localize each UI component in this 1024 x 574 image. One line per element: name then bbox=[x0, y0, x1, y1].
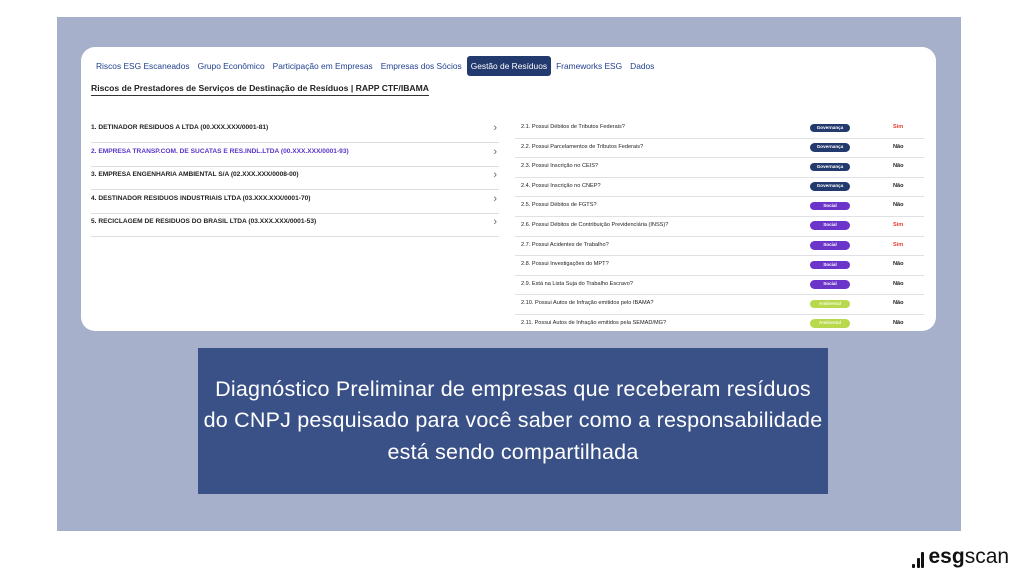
answer-value: Não bbox=[893, 202, 904, 209]
bars-icon bbox=[912, 546, 926, 568]
answer-value: Não bbox=[893, 163, 904, 170]
question-row bbox=[515, 158, 924, 178]
question-text: 2.1. Possui Débitos de Tributos Federais? bbox=[521, 124, 625, 130]
category-badge: Social bbox=[810, 202, 850, 211]
question-text: 2.5. Possui Débitos de FGTS? bbox=[521, 202, 597, 209]
company-list bbox=[91, 120, 499, 238]
category-badge: Social bbox=[810, 241, 850, 250]
question-list bbox=[515, 119, 924, 331]
company-item[interactable] bbox=[91, 214, 499, 237]
question-text: 2.11. Possui Autos de Infração emitidos pela SEMAD/MG? bbox=[521, 319, 667, 326]
category-badge: Governança bbox=[810, 182, 850, 191]
question-text: 2.4. Possui Inscrição no CNEP? bbox=[521, 182, 601, 189]
answer-value: Sim bbox=[893, 241, 904, 248]
tab-participacao-empresas[interactable]: Participação em Empresas bbox=[272, 61, 373, 71]
chevron-right-icon: › bbox=[493, 192, 497, 205]
chevron-right-icon: › bbox=[493, 216, 497, 228]
question-row bbox=[515, 178, 924, 198]
question-text: 2.7. Possui Acidentes de Trabalho? bbox=[521, 241, 609, 248]
question-row bbox=[515, 119, 924, 139]
dashboard-card bbox=[81, 47, 936, 331]
chevron-right-icon: › bbox=[493, 122, 497, 134]
tab-riscos-esg[interactable]: Riscos ESG Escaneados bbox=[96, 61, 190, 71]
company-label: 1. DETINADOR RESIDUOS A LTDA (00.XXX.XXX/0001-81) bbox=[91, 124, 269, 131]
chevron-right-icon: › bbox=[493, 169, 497, 181]
chevron-right-icon: › bbox=[493, 145, 497, 158]
answer-value: Não bbox=[893, 143, 904, 150]
category-badge: Ambiental bbox=[810, 319, 850, 328]
caption-text: Diagnóstico Preliminar de empresas que receberam resíduos do CNPJ pesquisado para você saber como a responsabilidade está sendo compartilhada bbox=[203, 376, 823, 464]
tab-bar bbox=[93, 56, 659, 76]
tab-empresas-socios[interactable]: Empresas dos Sócios bbox=[380, 61, 462, 71]
answer-value: Sim bbox=[893, 124, 904, 130]
answer-value: Não bbox=[893, 182, 904, 189]
question-row bbox=[515, 295, 924, 315]
question-text: 2.6. Possui Débitos de Contribuição Previdenciária (INSS)? bbox=[521, 221, 669, 228]
category-badge: Governança bbox=[810, 124, 850, 133]
tab-gestao-residuos[interactable]: Gestão de Resíduos bbox=[467, 56, 551, 76]
tab-grupo-economico[interactable]: Grupo Econômico bbox=[197, 61, 265, 71]
question-text: 2.9. Está na Lista Suja do Trabalho Escravo? bbox=[521, 280, 633, 287]
company-item[interactable] bbox=[91, 120, 499, 143]
category-badge: Ambiental bbox=[810, 300, 850, 309]
logo-text-bold: esg bbox=[928, 545, 965, 568]
question-row bbox=[515, 139, 924, 159]
category-badge: Social bbox=[810, 261, 850, 270]
answer-value: Não bbox=[893, 319, 904, 326]
question-row bbox=[515, 315, 924, 331]
caption-box bbox=[198, 348, 828, 494]
question-row bbox=[515, 256, 924, 276]
answer-value: Não bbox=[893, 280, 904, 287]
answer-value: Sim bbox=[893, 221, 904, 228]
category-badge: Governança bbox=[810, 143, 850, 152]
company-item-selected[interactable] bbox=[91, 144, 499, 167]
esgscan-logo bbox=[912, 542, 1009, 572]
tab-frameworks-esg[interactable]: Frameworks ESG bbox=[556, 61, 623, 71]
company-item[interactable] bbox=[91, 191, 499, 214]
question-text: 2.3. Possui Inscrição no CEIS? bbox=[521, 163, 599, 170]
question-row bbox=[515, 197, 924, 217]
question-row bbox=[515, 237, 924, 257]
company-item[interactable] bbox=[91, 167, 499, 190]
question-text: 2.10. Possui Autos de Infração emitidos pelo IBAMA? bbox=[521, 300, 654, 307]
category-badge: Social bbox=[810, 280, 850, 289]
logo-text-light: scan bbox=[964, 545, 1010, 568]
question-text: 2.2. Possui Parcelamentos de Tributos Federais? bbox=[521, 143, 644, 150]
question-row bbox=[515, 276, 924, 296]
answer-value: Não bbox=[893, 300, 904, 307]
company-label: 3. EMPRESA ENGENHARIA AMBIENTAL S/A (02.XXX.XXX/0008-00) bbox=[91, 171, 299, 178]
company-label: 2. EMPRESA TRANSP.COM. DE SUCATAS E RES.INDL.LTDA (00.XXX.XXX/0001-93) bbox=[91, 147, 349, 155]
category-badge: Social bbox=[810, 221, 850, 230]
company-label: 5. RECICLAGEM DE RESIDUOS DO BRASIL LTDA (03.XXX.XXX/0001-53) bbox=[91, 218, 317, 225]
answer-value: Não bbox=[893, 261, 904, 268]
question-row bbox=[515, 217, 924, 237]
question-text: 2.8. Possui Investigações do MPT? bbox=[521, 261, 609, 268]
section-title: Riscos de Prestadores de Serviços de Destinação de Resíduos | RAPP CTF/IBAMA bbox=[91, 83, 429, 96]
company-label: 4. DESTINADOR RESIDUOS INDUSTRIAIS LTDA (03.XXX.XXX/0001-70) bbox=[91, 194, 311, 202]
category-badge: Governança bbox=[810, 163, 850, 172]
tab-dados[interactable]: Dados bbox=[630, 61, 655, 71]
